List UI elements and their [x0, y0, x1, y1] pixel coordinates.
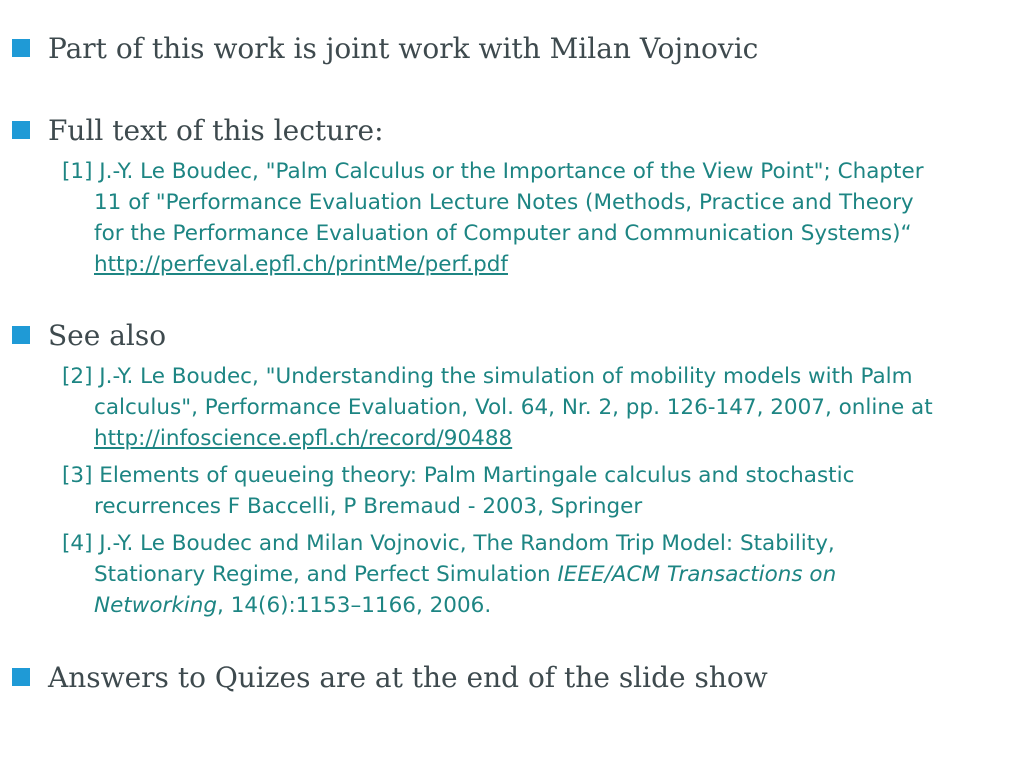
reference-1-line-2: 11 of "Performance Evaluation Lecture Notes (Methods, Practice and Theory	[94, 190, 914, 215]
reference-3	[62, 460, 1002, 522]
reference-4-line-2-plain: Stationary Regime, and Perfect Simulation	[94, 562, 558, 587]
reference-2-link[interactable]: http://infoscience.epfl.ch/record/90488	[94, 426, 513, 451]
bullet-see-also-text: See also	[48, 319, 167, 352]
reference-2-line-1: [2] J.-Y. Le Boudec, "Understanding the simulation of mobility models with Palm	[62, 364, 913, 389]
reference-4	[62, 528, 1002, 621]
bullet-see-also	[12, 319, 166, 353]
reference-4-line-3	[62, 590, 1002, 621]
bullet-square-icon	[12, 121, 30, 139]
reference-4-line-2	[62, 559, 1002, 590]
bullet-joint-work	[12, 32, 758, 66]
bullet-quiz-answers-text: Answers to Quizes are at the end of the slide show	[48, 661, 768, 694]
bullet-square-icon	[12, 668, 30, 686]
bullet-square-icon	[12, 39, 30, 57]
reference-4-journal-title-end: Networking	[94, 593, 218, 618]
bullet-full-text	[12, 114, 384, 148]
reference-1-line-1: [1] J.-Y. Le Boudec, "Palm Calculus or the Importance of the View Point"; Chapter	[62, 159, 924, 184]
reference-2-line-2: calculus", Performance Evaluation, Vol. 64, Nr. 2, pp. 126-147, 2007, online at	[94, 395, 933, 420]
reference-1	[62, 156, 1002, 280]
reference-3-line-2: recurrences F Baccelli, P Bremaud - 2003, Springer	[94, 494, 643, 519]
reference-3-line-1: [3] Elements of queueing theory: Palm Martingale calculus and stochastic	[62, 463, 855, 488]
reference-1-link[interactable]: http://perfeval.epfl.ch/printMe/perf.pdf	[94, 252, 508, 277]
reference-2	[62, 361, 1002, 454]
bullet-full-text-text: Full text of this lecture:	[48, 114, 384, 147]
reference-1-line-3: for the Performance Evaluation of Computer and Communication Systems)“	[94, 221, 912, 246]
bullet-joint-work-text: Part of this work is joint work with Milan Vojnovic	[48, 32, 759, 65]
bullet-quiz-answers	[12, 661, 768, 695]
reference-4-journal-title: IEEE/ACM Transactions on	[557, 562, 837, 587]
reference-4-line-3-plain: , 14(6):1153–1166, 2006.	[217, 593, 492, 618]
bullet-square-icon	[12, 326, 30, 344]
reference-4-line-1: [4] J.-Y. Le Boudec and Milan Vojnovic, The Random Trip Model: Stability,	[62, 531, 835, 556]
